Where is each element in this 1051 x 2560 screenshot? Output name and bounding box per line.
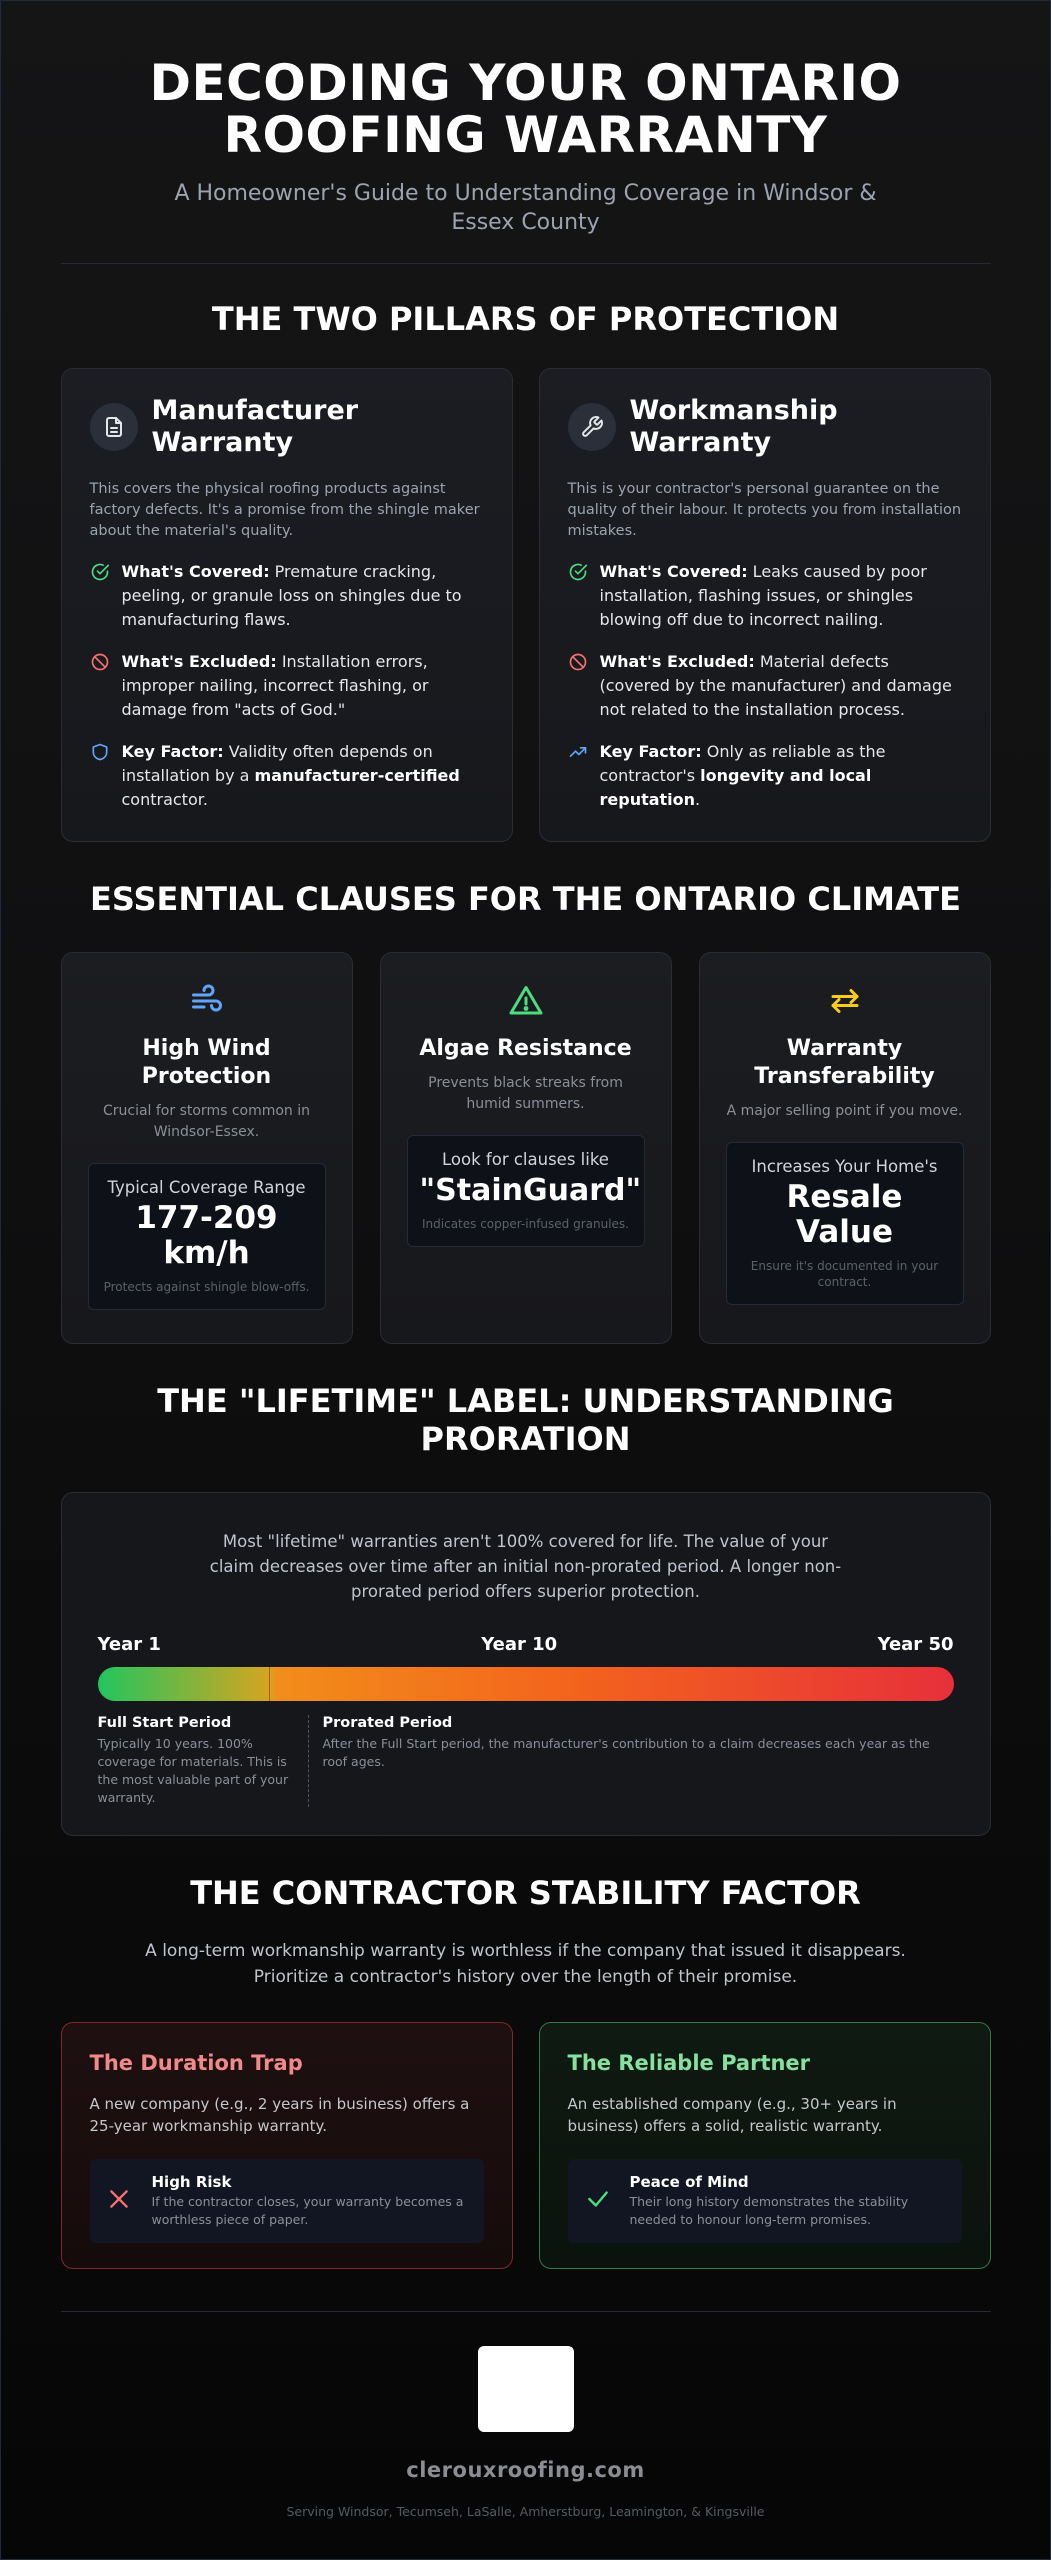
clause-title: Algae Resistance <box>419 1036 632 1061</box>
header <box>61 1 991 237</box>
callout-title: High Risk <box>151 2173 232 2191</box>
callout-text: If the contractor closes, your warranty becomes a worthless piece of paper. <box>151 2194 464 2227</box>
year-label-start: Year 1 <box>97 1634 161 1655</box>
year-label-mid: Year 10 <box>481 1634 558 1655</box>
pillar-header <box>90 395 484 459</box>
highlight-note: Protects against shingle blow-offs. <box>103 1280 310 1294</box>
risk-callout <box>90 2159 484 2243</box>
transfer-arrows-icon <box>726 981 964 1021</box>
stability-cards <box>61 2022 991 2269</box>
clause-highlight-box <box>88 1163 326 1310</box>
clauses-grid <box>61 952 991 1344</box>
clause-description: Crucial for storms common in Windsor-Essex. <box>102 1103 311 1140</box>
key-factor-text: Key Factor: Only as reliable as the contractor's longevity and local reputation. <box>599 742 886 809</box>
callout-title: Peace of Mind <box>629 2173 749 2191</box>
covered-item <box>568 560 962 632</box>
callout-body <box>152 2173 468 2229</box>
service-area: Serving Windsor, Tecumseh, LaSalle, Amherstburg, Leamington, & Kingsville <box>286 2504 765 2519</box>
card-text: An established company (e.g., 30+ years in business) offers a solid, realistic warranty. <box>567 2095 897 2135</box>
excluded-item <box>568 650 962 722</box>
prorated-period <box>309 1715 954 1807</box>
excluded-item <box>90 650 484 722</box>
pillar-description: This covers the physical roofing products against factory defects. It's a promise from the shingle maker about the material's quality. <box>89 481 480 539</box>
card-title: The Reliable Partner <box>567 2051 811 2075</box>
stability-intro: A long-term workmanship warranty is worthless if the company that issued it disappears. Prioritize a contractor's history over the length of their promise. <box>145 1941 906 1987</box>
website-link[interactable]: clerouxroofing.com <box>406 2458 645 2482</box>
key-factor-item <box>568 740 962 812</box>
card-text: A new company (e.g., 2 years in business) offers a 25-year workmanship warranty. <box>89 2095 470 2135</box>
pillar-title: Manufacturer Warranty <box>151 395 359 458</box>
clause-highlight-box <box>726 1142 964 1305</box>
card-title: The Duration Trap <box>89 2051 303 2075</box>
footer <box>61 2346 991 2519</box>
callout-body <box>630 2173 946 2229</box>
pillar-description: This is your contractor's personal guarantee on the quality of their labour. It protects you from installation mistakes. <box>567 481 962 539</box>
footer-divider <box>61 2311 991 2312</box>
page-title: DECODING YOUR ONTARIO ROOFING WARRANTY <box>149 54 902 164</box>
algae-resistance-card <box>380 952 672 1344</box>
clause-highlight-box <box>407 1135 645 1247</box>
trending-up-icon <box>568 740 588 812</box>
clause-description: A major selling point if you move. <box>726 1103 963 1119</box>
clauses-section-title: ESSENTIAL CLAUSES FOR THE ONTARIO CLIMATE <box>90 880 961 918</box>
check-circle-icon <box>90 560 110 632</box>
period-title: Full Start Period <box>97 1715 232 1731</box>
wind-protection-card <box>61 952 353 1344</box>
proration-timeline-bar <box>98 1667 954 1701</box>
period-text: After the Full Start period, the manufacturer's contribution to a claim decreases each year as the roof ages. <box>322 1736 930 1769</box>
pillar-title: Workmanship Warranty <box>629 395 838 458</box>
proration-intro: Most "lifetime" warranties aren't 100% covered for life. The value of your claim decreases over time after an initial non-prorated period. A longer non-prorated period offers superior protection. <box>209 1532 842 1601</box>
check-circle-icon <box>568 560 588 632</box>
full-start-period <box>98 1715 309 1807</box>
x-icon <box>106 2186 134 2216</box>
highlight-label: Look for clauses like <box>442 1150 609 1169</box>
period-descriptions <box>98 1715 954 1807</box>
wind-icon <box>88 981 326 1021</box>
excluded-text: What's Excluded: Material defects (covered by the manufacturer) and damage not related to the installation process. <box>599 652 952 719</box>
wrench-icon <box>568 403 616 451</box>
header-divider <box>61 263 991 264</box>
pillars-section-title: THE TWO PILLARS OF PROTECTION <box>211 300 840 338</box>
year-label-end: Year 50 <box>877 1634 954 1655</box>
period-title: Prorated Period <box>322 1715 453 1731</box>
highlight-label: Increases Your Home's <box>751 1157 938 1176</box>
document-icon <box>90 403 138 451</box>
stability-section-title: THE CONTRACTOR STABILITY FACTOR <box>190 1874 861 1912</box>
covered-text: What's Covered: Leaks caused by poor installation, flashing issues, or shingles blowing off due to incorrect nailing. <box>599 562 927 629</box>
covered-text: What's Covered: Premature cracking, peeling, or granule loss on shingles due to manufacturing flaws. <box>121 562 462 629</box>
manufacturer-warranty-card <box>61 368 513 842</box>
pillar-header <box>568 395 962 459</box>
check-icon <box>584 2186 612 2216</box>
key-factor-item <box>90 740 484 812</box>
highlight-value: "StainGuard" <box>419 1173 642 1208</box>
callout-text: Their long history demonstrates the stability needed to honour long-term promises. <box>629 2194 909 2227</box>
highlight-note: Ensure it's documented in your contract. <box>750 1259 939 1289</box>
page-subtitle: A Homeowner's Guide to Understanding Coverage in Windsor & Essex County <box>174 181 877 235</box>
highlight-value: 177-209 km/h <box>135 1200 278 1271</box>
full-start-boundary <box>269 1667 270 1701</box>
reliable-partner-card <box>539 2022 991 2269</box>
clause-title: High Wind Protection <box>141 1036 272 1089</box>
clause-description: Prevents black streaks from humid summers. <box>428 1075 623 1112</box>
warning-icon <box>407 981 645 1021</box>
period-text: Typically 10 years. 100% coverage for materials. This is the most valuable part of your warranty. <box>97 1736 289 1805</box>
workmanship-warranty-card <box>539 368 991 842</box>
highlight-note: Indicates copper-infused granules. <box>422 1217 629 1231</box>
proration-section-title: THE "LIFETIME" LABEL: UNDERSTANDING PRORATION <box>157 1382 894 1458</box>
proration-panel <box>61 1492 991 1836</box>
company-logo[interactable] <box>478 2346 574 2432</box>
transferability-card <box>699 952 991 1344</box>
ban-icon <box>90 650 110 722</box>
excluded-text: What's Excluded: Installation errors, improper nailing, incorrect flashing, or damage from "acts of God." <box>121 652 429 719</box>
covered-item <box>90 560 484 632</box>
duration-trap-card <box>61 2022 513 2269</box>
shield-icon <box>90 740 110 812</box>
highlight-label: Typical Coverage Range <box>107 1178 306 1197</box>
key-factor-text: Key Factor: Validity often depends on installation by a manufacturer-certified contractor. <box>121 742 460 809</box>
year-labels <box>98 1634 954 1655</box>
highlight-value: Resale Value <box>786 1179 903 1250</box>
peace-callout <box>568 2159 962 2243</box>
content-container <box>61 1 991 2519</box>
ban-icon <box>568 650 588 722</box>
clause-title: Warranty Transferability <box>754 1036 935 1089</box>
pillars-grid <box>61 368 991 842</box>
